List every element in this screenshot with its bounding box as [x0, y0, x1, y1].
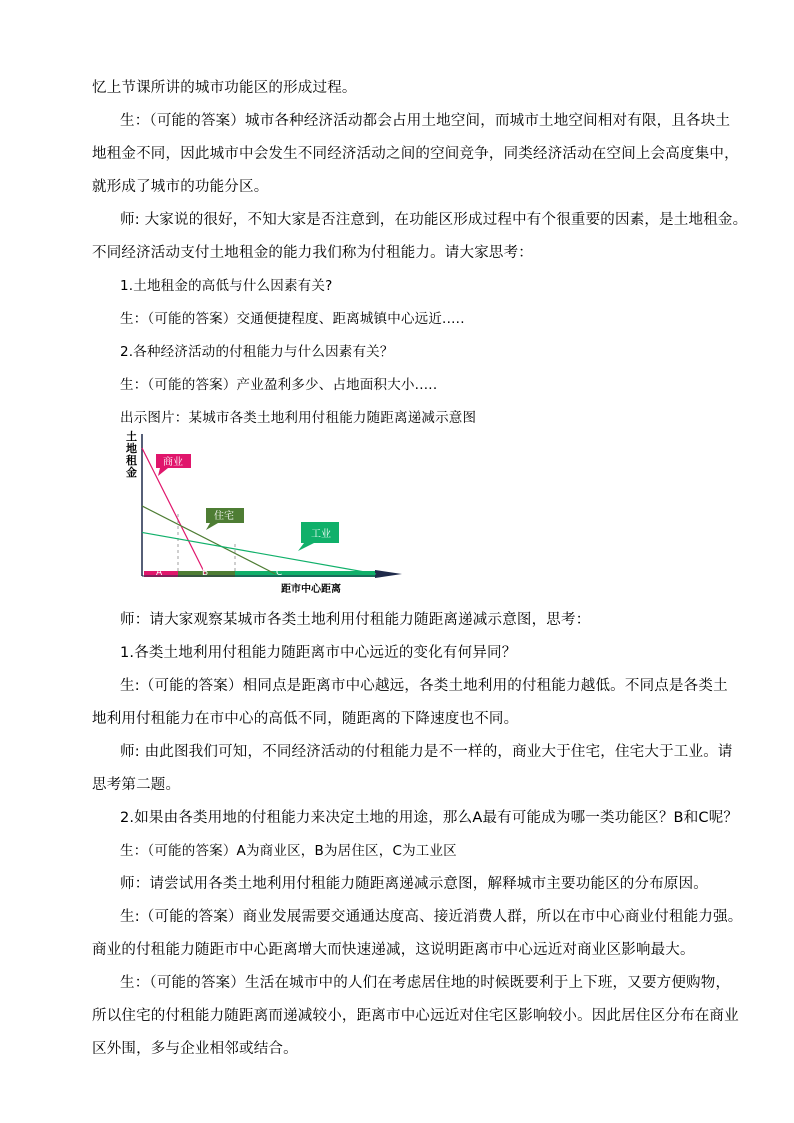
paragraph-line: 所以住宅的付租能力随距离而递减较小，距离市中心远近对住宅区影响较小。因此居住区分布在商业 [92, 1008, 739, 1024]
callout-commerce [156, 454, 191, 476]
paragraph-line: 就形成了城市的功能分区。 [92, 179, 269, 195]
paragraph-line: 生：（可能的答案）A为商业区，B为居住区，C为工业区 [120, 843, 457, 859]
paragraph-line: 商业的付租能力随距市中心距离增大而快速递减，这说明距离市中心远近对商业区影响最大。 [92, 942, 695, 958]
rent-distance-figure [118, 426, 418, 598]
paragraph-line: 忆上节课所讲的城市功能区的形成过程。 [92, 80, 357, 96]
series-line-industry [142, 532, 376, 574]
paragraph-line: 生：（可能的答案）城市各种经济活动都会占用土地空间，而城市土地空间相对有限，且各块土 [120, 113, 731, 129]
figure-intro: 出示图片：某城市各类土地利用付租能力随距离递减示意图 [120, 410, 477, 426]
y-axis-label: 土地租金 [126, 430, 137, 479]
x-axis-label: 距市中心距离 [281, 584, 341, 595]
zone-label-a: A [156, 568, 163, 578]
callout-industry-label: 工业 [311, 529, 331, 540]
paragraph-line: 生：（可能的答案）产业盈利多少、占地面积大小.…. [120, 377, 438, 393]
paragraph-line: 生:（可能的答案）商业发展需要交通通达度高、接近消费人群，所以在市中心商业付租能力强。 [120, 909, 743, 925]
paragraph-line: 地租金不同，因此城市中会发生不同经济活动之间的空间竞争，同类经济活动在空间上会高度集中， [92, 146, 739, 162]
paragraph-line: 2.各种经济活动的付租能力与什么因素有关？ [120, 344, 394, 360]
paragraph-line: 师: 由此图我们可知，不同经济活动的付租能力是不一样的，商业大于住宅，住宅大于工业。请 [120, 744, 733, 760]
paragraph-line: 思考第二题。 [92, 777, 181, 793]
x-axis-arrow [375, 570, 402, 578]
zone-label-c: C [276, 568, 283, 578]
callout-residential-label: 住宅 [214, 511, 234, 522]
paragraph-line: 师：请大家观察某城市各类土地利用付租能力随距离递减示意图，思考： [120, 612, 591, 628]
paragraph-line: 师：请尝试用各类土地利用付租能力随距离递减示意图，解释城市主要功能区的分布原因。 [120, 876, 708, 892]
paragraph-line: 师: 大家说的很好，不知大家是否注意到，在功能区形成过程中有个很重要的因素，是土地租金。 [120, 212, 748, 228]
zone-label-b: B [202, 568, 209, 578]
callout-commerce-label: 商业 [163, 457, 183, 468]
paragraph-line: 1.土地租金的高低与什么因素有关? [120, 278, 333, 294]
callout-industry [298, 522, 339, 551]
paragraph-line: 不同经济活动支付土地租金的能力我们称为付租能力。请大家思考： [92, 245, 533, 261]
paragraph-line: 区外围，多与企业相邻或结合。 [92, 1041, 298, 1057]
paragraph-line: 地利用付租能力在市中心的高低不同，随距离的下降速度也不同。 [92, 711, 519, 727]
callout-residential [206, 508, 244, 530]
paragraph-line: 2.如果由各类用地的付租能力来决定土地的用途，那么A最有可能成为哪一类功能区？B和C呢？ [120, 810, 739, 826]
paragraph-line: 生：（可能的答案）生活在城市中的人们在考虑居住地的时候既要利于上下班，又要方便购物， [120, 975, 731, 991]
paragraph-line: 生：（可能的答案）交通便捷程度、距离城镇中心远近.…. [120, 311, 465, 327]
paragraph-line: 生:（可能的答案）相同点是距离市中心越远，各类土地利用的付租能力越低。不同点是各类土 [120, 678, 728, 694]
paragraph-line: 1.各类土地利用付租能力随距离市中心远近的变化有何异同？ [120, 645, 517, 661]
